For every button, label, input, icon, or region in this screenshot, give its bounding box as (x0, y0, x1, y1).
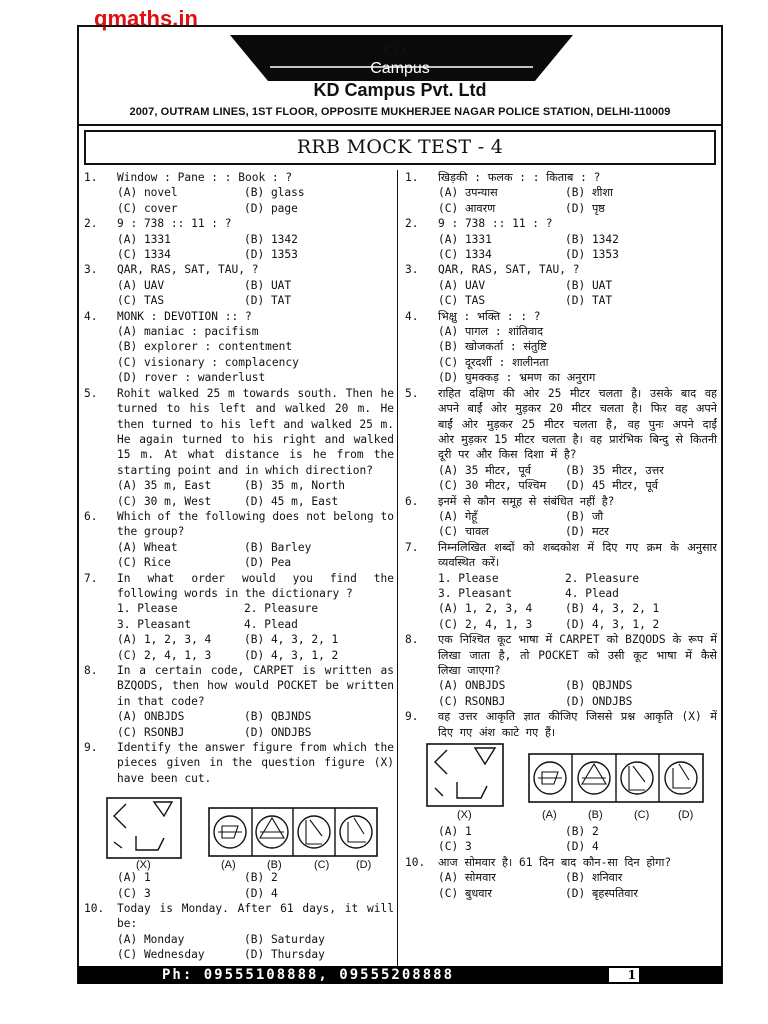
word-3: 3. Pleasant (438, 586, 513, 600)
word-row (84, 617, 394, 632)
option-d: (D) 4, 3, 1, 2 (565, 617, 660, 631)
options-row (84, 247, 394, 262)
option-b: (B) जौ (565, 509, 604, 523)
option-d: (D) बृहस्पतिवार (565, 886, 638, 900)
option-c: (C) बुधवार (438, 886, 492, 900)
options-row (405, 293, 717, 308)
logo-campus-text: Campus (370, 60, 430, 77)
option-d: (D) 4 (565, 840, 599, 854)
question-text: In a certain code, CARPET is written as BZQODS, then how would POCKET be written in that code? (117, 664, 394, 708)
word-2: 2. Pleasure (244, 602, 319, 616)
options-row (84, 185, 394, 200)
question-text: 9 : 738 :: 11 : ? (117, 217, 232, 231)
options-row (84, 339, 394, 354)
question-text: MONK : DEVOTION :: ? (117, 309, 252, 323)
option-a: (A) सोमवार (438, 871, 496, 885)
option-b: (B) 35 मीटर, उत्तर (565, 463, 664, 477)
option-a: (A) novel (117, 186, 178, 200)
option-d: (D) पृष्ठ (565, 201, 605, 215)
option-b: (B) QBJNDS (565, 679, 633, 693)
english-column (84, 170, 394, 963)
question-text: 9 : 738 :: 11 : ? (438, 217, 553, 231)
options-row (84, 886, 394, 901)
word-4: 4. Plead (565, 586, 619, 600)
option-b: (B) Saturday (244, 932, 325, 946)
option-b: (B) खोजकर्ता : संतुष्टि (438, 340, 547, 354)
question-text: Today is Monday. After 61 days, it will be: (117, 902, 394, 931)
option-c: (C) cover (117, 201, 178, 215)
option-c: (C) TAS (438, 294, 486, 308)
question-number: 4. (405, 309, 419, 323)
question-7 (84, 571, 394, 602)
option-a: (A) Monday (117, 932, 185, 946)
option-d: (D) ONDJBS (244, 725, 312, 739)
options-row (405, 617, 717, 632)
question-number: 1. (405, 171, 419, 184)
option-c: (C) 3 (438, 840, 472, 854)
word-2: 2. Pleasure (565, 571, 640, 585)
option-c: (C) 2, 4, 1, 3 (438, 617, 533, 631)
question-10 (84, 901, 394, 932)
option-b: (B) 4, 3, 2, 1 (244, 633, 339, 647)
question-text: भिक्षु : भक्ति : : ? (438, 309, 541, 323)
question-figure-svg (405, 740, 715, 824)
options-row (84, 709, 394, 724)
question-number: 6. (405, 494, 419, 508)
option-d: (D) 1353 (565, 248, 619, 262)
option-b: (B) 4, 3, 2, 1 (565, 602, 660, 616)
option-a: (A) 35 मीटर, पूर्व (438, 463, 531, 477)
question-text: Identify the answer figure from which the pieces given in the question figure (X) have been cut. (117, 741, 394, 785)
question-text: आज सोमवार है। 61 दिन बाद कौन-सा दिन होगा? (438, 855, 672, 869)
question-number: 5. (405, 386, 419, 400)
option-a: (A) Wheat (117, 540, 178, 554)
option-a: (A) 1, 2, 3, 4 (438, 602, 533, 616)
options-row (84, 478, 394, 493)
options-row (84, 324, 394, 339)
footer-phone: Ph: 09555108888, 09555208888 (78, 966, 722, 984)
question-2 (405, 216, 717, 231)
option-b: (B) 2 (565, 825, 599, 839)
option-c: (C) 30 मीटर, पश्चिम (438, 479, 547, 493)
question-text: QAR, RAS, SAT, TAU, ? (438, 263, 580, 277)
question-text: निम्नलिखित शब्दों को शब्दकोश में दिए गए क्रम के अनुसार व्यवस्थित करें। (438, 540, 717, 570)
options-row (84, 293, 394, 308)
option-a: (A) 1331 (438, 232, 492, 246)
options-row (84, 355, 394, 370)
question-5 (84, 386, 394, 478)
question-9 (405, 709, 717, 740)
question-text: राहित दक्षिण की ओर 25 मीटर चलता है। उसके बाद वह अपने बाईं ओर मुड़कर 20 मीटर चलता है। फिर वह अपने बाईं ओर मुड़कर 25 मीटर चलता है, वह पुनः अपने दाईं ओर मुड़कर 15 मीटर चलता है। वह प्रारंभिक बिन्दु से कितनी दूरी पर और किस दिशा में है? (438, 386, 717, 462)
option-c: (C) TAS (117, 294, 165, 308)
test-title: RRB MOCK TEST - 4 (84, 130, 716, 165)
option-b: (B) Barley (244, 540, 312, 554)
option-c: (C) आवरण (438, 201, 496, 215)
option-d: (D) ONDJBS (565, 694, 633, 708)
question-9 (84, 740, 394, 786)
question-number: 9. (84, 741, 98, 755)
options-row (84, 725, 394, 740)
options-row (84, 555, 394, 570)
option-a: (A) UAV (117, 278, 165, 292)
option-d: (D) घुमक्कड़ : भ्रमण का अनुराग (438, 371, 596, 385)
options-row (84, 540, 394, 555)
question-5 (405, 386, 717, 463)
options-row (405, 509, 717, 524)
option-a: (A) 1, 2, 3, 4 (117, 633, 212, 647)
option-b: (B) 1342 (565, 232, 619, 246)
word-row (405, 586, 717, 601)
option-a: (A) 1331 (117, 232, 171, 246)
options-row (84, 201, 394, 216)
options-row (405, 324, 717, 339)
options-row (405, 824, 717, 839)
question-text: Which of the following does not belong to the group? (117, 509, 394, 539)
options-row (405, 370, 717, 385)
option-d: (D) मटर (565, 525, 609, 539)
options-row (84, 870, 394, 885)
options-row (84, 932, 394, 947)
word-1: 1. Please (117, 602, 178, 616)
word-row (84, 601, 394, 616)
option-c: (C) Rice (117, 556, 171, 570)
options-row (84, 370, 394, 385)
figure-label-d: (D) (678, 809, 694, 822)
question-number: 3. (84, 263, 98, 277)
option-b: (B) 35 m, North (244, 479, 346, 493)
option-b: (B) explorer : contentment (117, 340, 293, 354)
options-row (405, 886, 717, 901)
question-4 (405, 309, 717, 324)
question-6 (405, 494, 717, 509)
figure-label-a: (A) (542, 809, 557, 822)
question-text: एक निश्चित कूट भाषा में CARPET को BZQODS के रूप में लिखा जाता है, तो POCKET को उसी कूट भाषा में कैसे लिखा जाएगा? (438, 633, 717, 677)
option-a: (A) ONBJDS (117, 710, 185, 724)
option-c: (C) 1334 (438, 248, 492, 262)
question-text: वह उत्तर आकृति ज्ञात कीजिए जिससे प्रश्न आकृति (X) में दिए गए अंश काटे गए हैं। (438, 710, 717, 739)
options-row (84, 278, 394, 293)
option-a: (A) UAV (438, 278, 486, 292)
option-c: (C) 3 (117, 886, 151, 900)
option-a: (A) गेहूँ (438, 509, 478, 523)
header (77, 25, 723, 125)
question-text: QAR, RAS, SAT, TAU, ? (117, 263, 259, 277)
option-b: (B) 2 (244, 871, 278, 885)
question-3 (405, 262, 717, 277)
question-number: 2. (405, 217, 419, 231)
options-row (84, 648, 394, 663)
option-b: (B) UAT (565, 278, 613, 292)
options-row (405, 601, 717, 616)
question-number: 7. (84, 571, 98, 585)
question-number: 10. (84, 902, 105, 916)
question-text: Window : Pane : : Book : ? (117, 171, 293, 184)
option-b: (B) शीशा (565, 186, 613, 200)
options-row (405, 355, 717, 370)
answer-figures (209, 808, 377, 856)
figure-label-c: (C) (314, 859, 330, 872)
option-d: (D) Pea (244, 556, 292, 570)
answer-figures (529, 754, 703, 802)
options-row (405, 339, 717, 354)
question-number: 5. (84, 386, 98, 400)
options-row (405, 185, 717, 200)
word-4: 4. Plead (244, 617, 298, 631)
option-b: (B) 1342 (244, 232, 298, 246)
option-c: (C) दूरदर्शी : शालीनता (438, 355, 549, 369)
question-number: 3. (405, 263, 419, 277)
question-number: 4. (84, 309, 98, 323)
figure-label-x: (X) (136, 859, 151, 872)
option-d: (D) 45 मीटर, पूर्व (565, 479, 658, 493)
option-b: (B) glass (244, 186, 305, 200)
options-row (405, 678, 717, 693)
option-d: (D) 4 (244, 886, 278, 900)
header-divider (78, 124, 722, 126)
option-d: (D) page (244, 201, 298, 215)
options-row (405, 478, 717, 493)
question-figure-x (427, 744, 503, 806)
address: 2007, OUTRAM LINES, 1ST FLOOR, OPPOSITE MUKHERJEE NAGAR POLICE STATION, DELHI-110009 (129, 106, 671, 118)
option-b: (B) UAT (244, 278, 292, 292)
figure-label-b: (B) (267, 859, 282, 872)
word-1: 1. Please (438, 571, 499, 585)
option-d: (D) 4, 3, 1, 2 (244, 648, 339, 662)
word-3: 3. Pleasant (117, 617, 192, 631)
figure-label-a: (A) (221, 859, 236, 872)
figure-label-x: (X) (457, 809, 472, 822)
question-8 (84, 663, 394, 709)
option-d: (D) Thursday (244, 948, 325, 962)
question-number: 2. (84, 217, 98, 231)
option-a: (A) 35 m, East (117, 479, 212, 493)
option-a: (A) maniac : pacifism (117, 325, 259, 339)
figure-label-d: (D) (356, 859, 372, 872)
question-number: 8. (405, 633, 419, 647)
question-number: 7. (405, 540, 419, 554)
options-row (405, 524, 717, 539)
options-row (84, 947, 394, 962)
question-6 (84, 509, 394, 540)
options-row (405, 278, 717, 293)
option-d: (D) TAT (244, 294, 292, 308)
question-8 (405, 632, 717, 678)
options-row (405, 839, 717, 854)
question-7 (405, 540, 717, 571)
option-a: (A) 1 (117, 871, 151, 885)
options-row (405, 870, 717, 885)
options-row (84, 232, 394, 247)
question-text: Rohit walked 25 m towards south. Then he turned to his left and walked 20 m. He then turned to his left and walked 25 m. He again turned to his right and walked 15 m. At what distance is he from the starting point and in which direction? (117, 386, 394, 477)
options-row (84, 494, 394, 509)
option-b: (B) शनिवार (565, 871, 623, 885)
figure-label-c: (C) (634, 809, 650, 822)
options-row (405, 463, 717, 478)
question-number: 1. (84, 171, 98, 184)
option-d: (D) 45 m, East (244, 494, 339, 508)
option-c: (C) visionary : complacency (117, 355, 299, 369)
option-a: (A) उपन्यास (438, 186, 498, 200)
question-2 (84, 216, 394, 231)
logo-kd-text: KD (382, 41, 406, 59)
question-number: 6. (84, 509, 98, 523)
option-a: (A) 1 (438, 825, 472, 839)
question-1 (405, 170, 717, 185)
option-a: (A) ONBJDS (438, 679, 506, 693)
figure-label-b: (B) (588, 809, 603, 822)
question-number: 10. (405, 855, 426, 869)
question-1 (84, 170, 394, 185)
question-text: खिड़की : फलक : : किताब : ? (438, 171, 601, 184)
hindi-column (405, 170, 717, 901)
column-divider (397, 170, 398, 966)
question-3 (84, 262, 394, 277)
question-text: इनमें से कौन समूह से संबंधित नहीं है? (438, 494, 615, 508)
question-number: 8. (84, 664, 98, 677)
option-d: (D) TAT (565, 294, 613, 308)
option-c: (C) Wednesday (117, 948, 205, 962)
figure-area (84, 786, 394, 870)
word-row (405, 571, 717, 586)
option-c: (C) 1334 (117, 248, 171, 262)
question-4 (84, 309, 394, 324)
options-row (405, 232, 717, 247)
question-text: In what order would you find the following words in the dictionary ? (117, 571, 394, 600)
company-name: KD Campus Pvt. Ltd (313, 80, 487, 100)
options-row (405, 694, 717, 709)
option-c: (C) RSONBJ (117, 725, 185, 739)
option-c: (C) RSONBJ (438, 694, 506, 708)
option-c: (C) 30 m, West (117, 494, 212, 508)
options-row (84, 632, 394, 647)
page-number: 1 (609, 968, 639, 982)
question-number: 9. (405, 710, 419, 724)
question-figure-x (107, 798, 181, 858)
option-a: (A) पागल : शांतिवाद (438, 325, 544, 339)
option-c: (C) चावल (438, 525, 489, 539)
option-d: (D) 1353 (244, 248, 298, 262)
watermark: qmaths.in (94, 6, 198, 31)
option-d: (D) rover : wanderlust (117, 371, 266, 385)
options-row (405, 201, 717, 216)
question-10 (405, 855, 717, 870)
option-b: (B) QBJNDS (244, 710, 312, 724)
figure-area (405, 740, 717, 824)
options-row (405, 247, 717, 262)
option-c: (C) 2, 4, 1, 3 (117, 648, 212, 662)
